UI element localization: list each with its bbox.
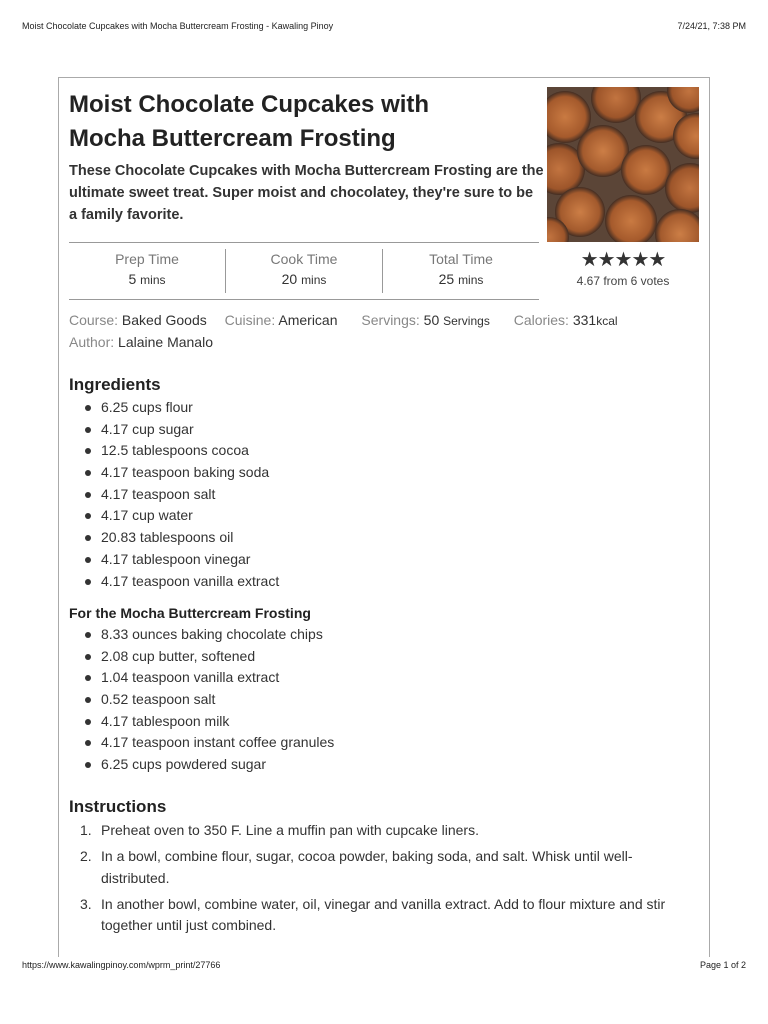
meta-course-label: Course: <box>69 312 119 328</box>
cook-time-unit: mins <box>301 273 327 287</box>
prep-time-value <box>69 271 225 287</box>
instruction-step <box>69 846 689 889</box>
ingredient-item: 4.17 cup sugar <box>69 419 279 441</box>
cook-time-value <box>226 271 382 287</box>
ingredient-item: 4.17 cup water <box>69 505 279 527</box>
ingredient-item: 6.25 cups flour <box>69 397 279 419</box>
total-time <box>382 249 539 293</box>
ingredient-item: 12.5 tablespoons cocoa <box>69 440 279 462</box>
star-rating-icon[interactable]: ★★★★★ <box>580 249 666 271</box>
instruction-step <box>69 894 689 937</box>
ingredient-item: 6.25 cups powdered sugar <box>69 754 334 776</box>
ingredient-item: 4.17 tablespoon vinegar <box>69 549 279 571</box>
prep-time-unit: mins <box>140 273 166 287</box>
prep-time-label: Prep Time <box>115 251 179 267</box>
total-time-label: Total Time <box>429 251 493 267</box>
total-time-value <box>383 271 539 287</box>
meta-calories <box>514 312 618 328</box>
print-header-title: Moist Chocolate Cupcakes with Mocha Buttercream Frosting - Kawaling Pinoy <box>22 21 334 31</box>
instructions-heading: Instructions <box>69 797 167 816</box>
meta-calories-value: 331 <box>572 312 597 328</box>
total-time-unit: mins <box>458 273 484 287</box>
frosting-list <box>69 624 334 776</box>
step-text: In another bowl, combine water, oil, vinegar and vanilla extract. Add to flour mixture and stir together until just combined. <box>101 895 666 933</box>
frosting-heading: For the Mocha Buttercream Frosting <box>69 605 311 621</box>
step-text: Preheat oven to 350 F. Line a muffin pan with cupcake liners. <box>101 822 479 838</box>
print-footer-url[interactable]: https://www.kawalingpinoy.com/wprm_print/27766 <box>22 960 221 970</box>
meta-servings-label: Servings: <box>361 312 420 328</box>
prep-time <box>69 243 225 299</box>
recipe-title: Moist Chocolate Cupcakes with Mocha Buttercream Frosting <box>69 91 430 152</box>
print-header <box>22 21 746 31</box>
ingredients-heading: Ingredients <box>69 375 161 394</box>
ingredient-item: 4.17 teaspoon vanilla extract <box>69 571 279 593</box>
ingredient-item: 4.17 teaspoon salt <box>69 484 279 506</box>
step-text: In a bowl, combine flour, sugar, cocoa powder, baking soda, and salt. Whisk until well-distributed. <box>101 848 633 886</box>
step-number: 1. <box>80 822 92 838</box>
print-header-datetime: 7/24/21, 7:38 PM <box>677 21 746 31</box>
meta-cuisine-label: Cuisine: <box>224 312 276 328</box>
recipe-summary: These Chocolate Cupcakes with Mocha Buttercream Frosting are the ultimate sweet treat. Super moist and chocolatey, they're sure to be a family favorite. <box>69 163 544 223</box>
meta-calories-label: Calories: <box>513 312 569 328</box>
rating-text: 4.67 from 6 votes <box>576 274 670 288</box>
meta-author-value: Lalaine Manalo <box>118 334 213 350</box>
instruction-step <box>69 820 689 842</box>
recipe-times <box>69 242 539 300</box>
ingredient-item: 4.17 tablespoon milk <box>69 711 334 733</box>
print-footer-page: Page 1 of 2 <box>699 960 746 970</box>
meta-calories-unit: kcal <box>596 314 618 328</box>
prep-time-number: 5 <box>128 271 137 287</box>
ingredient-item: 1.04 teaspoon vanilla extract <box>69 667 334 689</box>
recipe-photo <box>547 87 699 242</box>
meta-servings-value: 50 <box>423 312 440 328</box>
cook-time-label: Cook Time <box>270 251 338 267</box>
cook-time <box>225 249 382 293</box>
ingredient-item: 2.08 cup butter, softened <box>69 646 334 668</box>
meta-author-label: Author: <box>69 334 115 350</box>
meta-cuisine <box>225 312 338 328</box>
meta-servings <box>361 312 489 328</box>
meta-servings-unit: Servings <box>443 314 490 328</box>
meta-cuisine-value: American <box>278 312 338 328</box>
recipe-author-row <box>69 332 213 352</box>
instructions-list <box>69 820 689 941</box>
ingredients-list <box>69 397 279 592</box>
step-number: 3. <box>80 895 92 912</box>
meta-course <box>69 312 207 328</box>
cook-time-number: 20 <box>281 271 298 287</box>
meta-course-value: Baked Goods <box>121 312 207 328</box>
ingredient-item: 8.33 ounces baking chocolate chips <box>69 624 334 646</box>
ingredient-item: 4.17 teaspoon baking soda <box>69 462 279 484</box>
recipe-meta-row <box>69 310 632 331</box>
step-number: 2. <box>80 848 92 864</box>
print-footer <box>22 960 746 970</box>
ingredient-item: 0.52 teaspoon salt <box>69 689 334 711</box>
total-time-number: 25 <box>438 271 455 287</box>
ingredient-item: 20.83 tablespoons oil <box>69 527 279 549</box>
ingredient-item: 4.17 teaspoon instant coffee granules <box>69 732 334 754</box>
recipe-rating[interactable] <box>553 250 693 288</box>
